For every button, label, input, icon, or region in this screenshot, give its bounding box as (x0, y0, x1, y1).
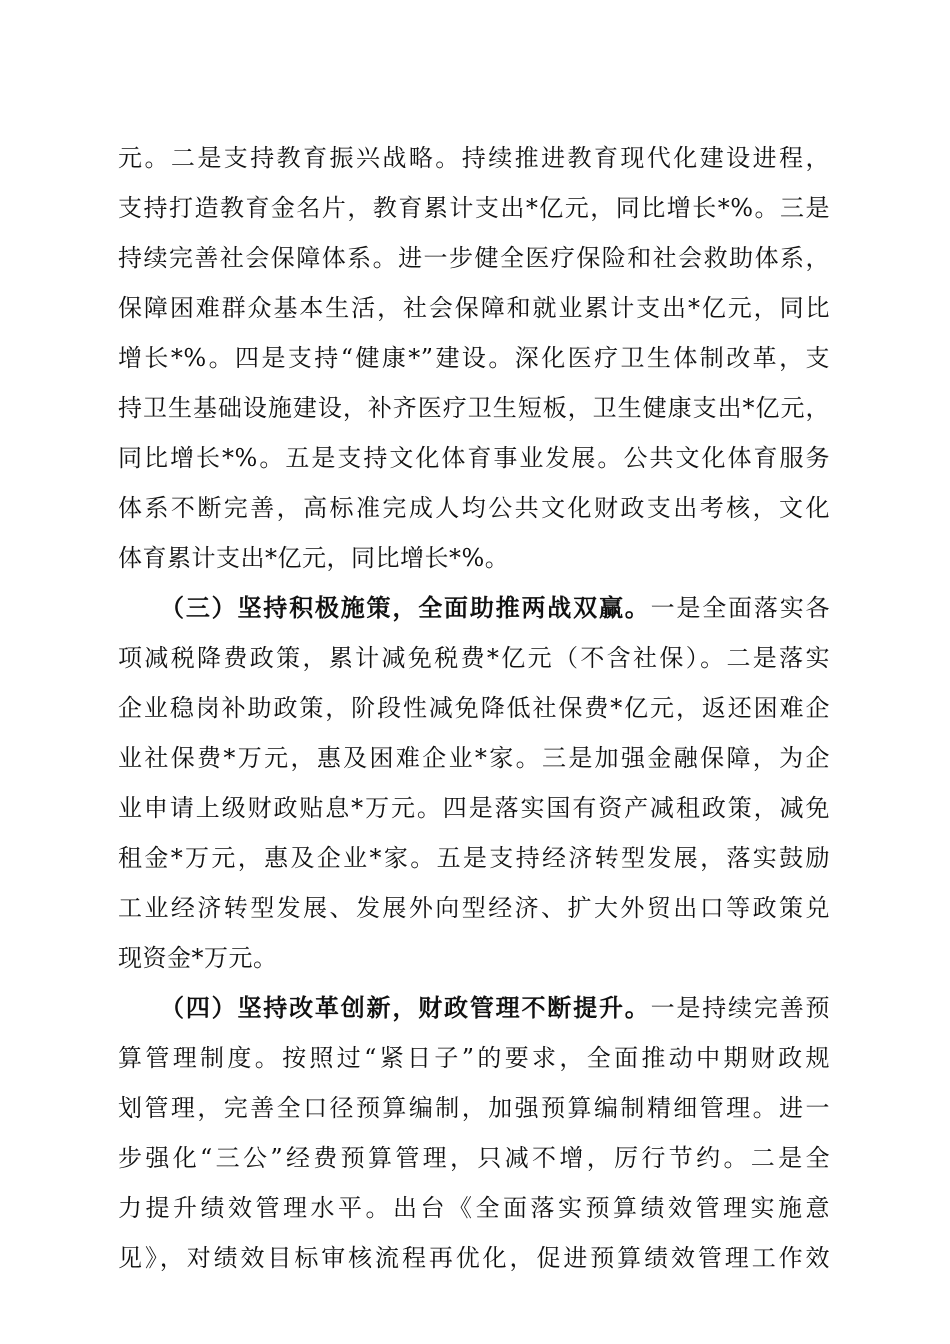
section-text: 一是持续完善预 (650, 994, 831, 1022)
text-line: 持续完善社会保障体系。进一步健全医疗保险和社会救助体系， (118, 244, 830, 272)
text-line: 企业稳岗补助政策，阶段性减免降低社保费*亿元，返还困难企 (118, 694, 830, 722)
text-line: 力提升绩效管理水平。出台《全面落实预算绩效管理实施意 (118, 1194, 830, 1222)
text-line: 同比增长*%。五是支持文化体育事业发展。公共文化体育服务 (118, 444, 830, 472)
section-heading: （三）坚持积极施策，全面助推两战双赢。 (160, 593, 651, 622)
text-line: 增长*%。四是支持“健康*”建设。深化医疗卫生体制改革，支 (118, 344, 830, 372)
text-line: 租金*万元，惠及企业*家。五是支持经济转型发展，落实鼓励 (118, 844, 830, 872)
text-line: 支持打造教育金名片，教育累计支出*亿元，同比增长*%。三是 (118, 194, 830, 222)
text-line: 业社保费*万元，惠及困难企业*家。三是加强金融保障，为企 (118, 744, 830, 772)
section-line (160, 588, 830, 628)
text-line: 工业经济转型发展、发展外向型经济、扩大外贸出口等政策兑 (118, 894, 830, 922)
text-line: 项减税降费政策，累计减免税费*亿元（不含社保）。二是落实 (118, 644, 830, 672)
text-line: 划管理，完善全口径预算编制，加强预算编制精细管理。进一 (118, 1094, 830, 1122)
text-line: 算管理制度。按照过“紧日子”的要求，全面推动中期财政规 (118, 1044, 830, 1072)
section-text: 一是全面落实各 (650, 594, 831, 622)
text-line: 现资金*万元。 (118, 944, 278, 972)
text-line: 体育累计支出*亿元，同比增长*%。 (118, 544, 510, 572)
text-line: 持卫生基础设施建设，补齐医疗卫生短板，卫生健康支出*亿元， (118, 394, 830, 422)
section-line (160, 988, 830, 1028)
text-line: 见》，对绩效目标审核流程再优化，促进预算绩效管理工作效 (118, 1244, 830, 1272)
text-line: 业申请上级财政贴息*万元。四是落实国有资产减租政策，减免 (118, 794, 830, 822)
text-line: 体系不断完善，高标准完成人均公共文化财政支出考核，文化 (118, 494, 830, 522)
text-line: 元。二是支持教育振兴战略。持续推进教育现代化建设进程， (118, 144, 830, 172)
section-heading: （四）坚持改革创新，财政管理不断提升。 (160, 993, 651, 1022)
text-line: 保障困难群众基本生活，社会保障和就业累计支出*亿元，同比 (118, 294, 830, 322)
text-line: 步强化“三公”经费预算管理，只减不增，厉行节约。二是全 (118, 1144, 830, 1172)
